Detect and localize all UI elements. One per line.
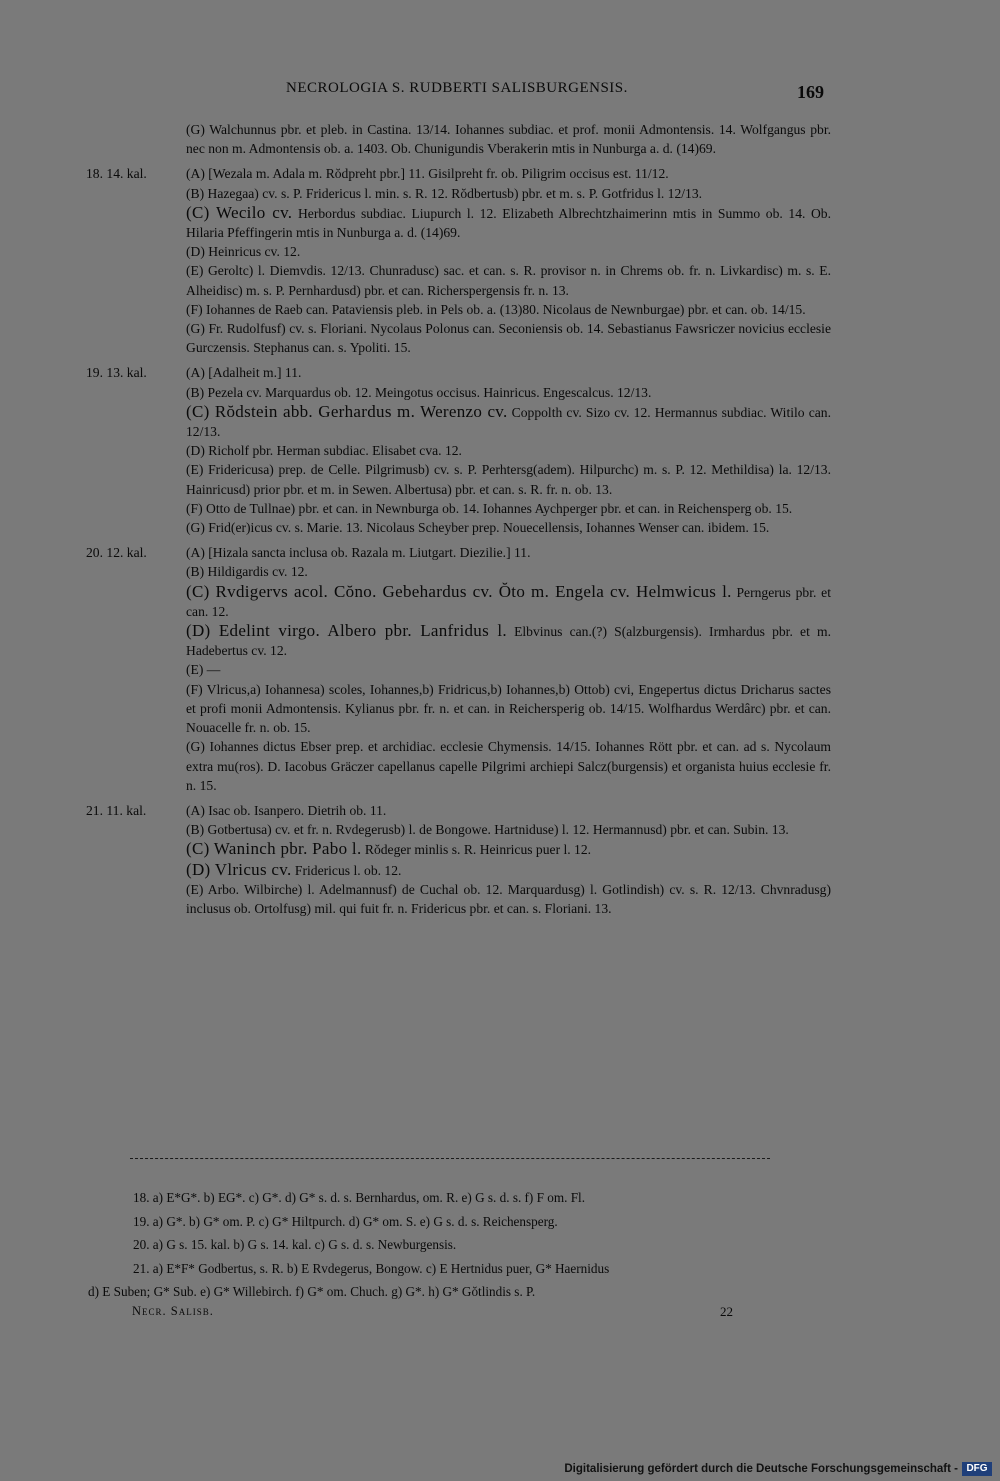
entry-paragraph	[186, 621, 831, 660]
entry-emphasis: (C) Rŏdstein abb. Gerhardus m. Werenzo cv.	[186, 401, 508, 421]
entry-paragraph	[186, 737, 831, 795]
entry-emphasis: (C) Wecilo cv.	[186, 202, 293, 222]
entry-paragraph	[186, 680, 831, 738]
entry-paragraph	[186, 820, 831, 839]
footnote-line: 21. a) E*F* Godbertus, s. R. b) E Rvdegerus, Bongow. c) E Hertnidus puer, G* Haernidus	[133, 1260, 610, 1276]
entry-emphasis: (D) Vlricus cv.	[186, 859, 292, 879]
signature-mark: Necr. Salisb.	[132, 1304, 214, 1318]
entry-text: (B) Pezela cv. Marquardus ob. 12. Meingotus occisus. Hainricus. Engescalcus. 12/13.	[186, 384, 652, 400]
entry-text: (E) Arbo. Wilbirche) l. Adelmannusf) de Cuchal ob. 12. Marquardusg) l. Gotlindish) cv. s. R. 12/13. Chvnradusg) inclusus ob. Ortolfusg) mil. qui fuit fr. n. Fridericus pbr. et can. s. Floriani. 13.	[186, 881, 831, 916]
entry-emphasis: (D) Edelint virgo. Albero pbr. Lanfridus l.	[186, 621, 507, 641]
entry-paragraph	[186, 300, 831, 319]
entry-paragraph	[186, 203, 831, 242]
entry-paragraph	[186, 460, 831, 498]
entry-text: (A) [Wezala m. Adala m. Rŏdpreht pbr.] 11. Gisilpreht fr. ob. Piligrim occisus est. 11/12.	[186, 166, 669, 182]
entry-text: (F) Vlricus,a) Iohannesa) scoles, Iohannes,b) Fridricus,b) Iohannes,b) Ottob) cvi, Engepertus dictus Dricharus sactes et profi monii Admontensis. Kylianus pbr. fr. n. et can. in Reichersperig ob. 14/15. Wolfhardus Werdârc) pbr. et can. Nouacelle fr. n. ob. 15.	[186, 681, 831, 736]
entry-text: (B) Hildigardis cv. 12.	[186, 564, 308, 580]
entry-text: Fridericus l. ob. 12.	[291, 862, 402, 878]
entry-paragraph	[186, 402, 831, 441]
entry-text: (G) Fr. Rudolfusf) cv. s. Floriani. Nycolaus Polonus can. Seconiensis ob. 14. Sebastianus Fawsriczer novicius ecclesie Gurczensis. Stephanus can. s. Ypoliti. 15.	[186, 321, 831, 356]
entry-text: Coppolth cv. Sizo cv. 12. Hermannus subdiac. Witilo can. 12/13.	[186, 404, 831, 440]
entry-paragraph	[186, 261, 831, 299]
entry-paragraph	[186, 582, 831, 621]
entry-text: (E) Fridericusa) prep. de Celle. Pilgrimusb) cv. s. P. Perhtersg(adem). Hilpurchc) m. s. P. 12. Methildisa) la. 12/13. Hainricusd) prior pbr. et m. in Sewen. Albertusa) pbr. et can. s. R. fr. n. ob. 13.	[186, 462, 831, 497]
entry-paragraph	[186, 562, 831, 581]
entry-text: (A) [Adalheit m.] 11.	[186, 365, 302, 381]
entry-paragraph	[186, 518, 831, 537]
entry-text: (E) —	[186, 662, 221, 678]
entry-text: (F) Otto de Tullnae) pbr. et can. in Newnburga ob. 14. Iohannes Aychperger pbr. et can. in Reichensperg ob. 15.	[186, 500, 793, 516]
date-label: 18. 14. kal.	[86, 166, 147, 182]
dfg-credit: Digitalisierung gefördert durch die Deutsche Forschungsgemeinschaft -	[564, 1463, 958, 1475]
entry-paragraph	[186, 383, 831, 402]
entry-paragraph	[186, 839, 831, 859]
entry-text: (G) Frid(er)icus cv. s. Marie. 13. Nicolaus Scheyber prep. Nouecellensis, Iohannes Wenser can. ibidem. 15.	[186, 520, 770, 536]
entry-text: Perngerus pbr. et can. 12.	[186, 584, 831, 619]
entry-emphasis: (C) Waninch pbr. Pabo l.	[186, 839, 362, 859]
entry-text: (E) Geroltc) l. Diemvdis. 12/13. Chunradusc) sac. et can. s. R. provisor n. in Chrems ob. fr. n. Livkardisc) m. s. E. Alheidisc) m. s. P. Pernhardusd) pbr. et can. Richerspergensis fr. n. 13.	[186, 263, 831, 298]
signature-number: 22	[720, 1304, 733, 1319]
entry-text: (D) Heinricus cv. 12.	[186, 244, 301, 260]
entry-paragraph	[186, 499, 831, 518]
footnotes	[88, 1186, 833, 1304]
entry-paragraph	[186, 242, 831, 261]
footnote-line: 19. a) G*. b) G* om. P. c) G* Hiltpurch. d) G* om. S. e) G s. d. s. Reichensperg.	[133, 1213, 558, 1229]
entry-text: (A) Isac ob. Isanpero. Dietrih ob. 11.	[186, 802, 387, 818]
entry-text: (F) Iohannes de Raeb can. Pataviensis pleb. in Pels ob. a. (13)80. Nicolaus de Newnburgae) pbr. et can. ob. 14/15.	[186, 301, 806, 317]
entry-paragraph	[186, 184, 831, 203]
date-label: 20. 12. kal.	[86, 545, 147, 561]
entry-paragraph	[186, 441, 831, 460]
footnote-line: d) E Suben; G* Sub. e) G* Willebirch. f) G* om. Chuch. g) G*. h) G* Gŏtlindis s. P.	[88, 1284, 536, 1300]
running-header: NECROLOGIA S. RUDBERTI SALISBURGENSIS.	[286, 80, 628, 96]
dfg-logo: DFG	[962, 1462, 992, 1476]
date-label: 19. 13. kal.	[86, 365, 147, 381]
necrology-body	[86, 120, 831, 918]
entry-paragraph	[86, 543, 831, 562]
entry-text: (G) Walchunnus pbr. et pleb. in Castina. 13/14. Iohannes subdiac. et prof. monii Admontensis. 14. Wolfgangus pbr. nec non m. Admontensis ob. a. 1403. Ob. Chunigundis Vberakerin mtis in Nunburga a. d. (14)69.	[186, 122, 831, 157]
entry-text: (D) Richolf pbr. Herman subdiac. Elisabet cva. 12.	[186, 443, 462, 459]
entry-text: (B) Hazegaa) cv. s. P. Fridericus l. min. s. R. 12. Rŏdbertusb) pbr. et m. s. P. Gotfridus l. 12/13.	[186, 185, 703, 201]
entry-paragraph	[186, 860, 831, 880]
entry-paragraph	[186, 880, 831, 918]
footnote-line: 18. a) E*G*. b) EG*. c) G*. d) G* s. d. s. Bernhardus, om. R. e) G s. d. s. f) F om. Fl.	[133, 1190, 585, 1205]
entry-text: Rŏdeger minlis s. R. Heinricus puer l. 12.	[361, 842, 592, 858]
entry-text: Herbordus subdiac. Liupurch l. 12. Elizabeth Albrechtzhaimerinn mtis in Summo ob. 14. Ob. Hilaria Pfeffingerin mtis in Nunburga a. d. (14)69.	[186, 205, 831, 241]
entry-emphasis: (C) Rvdigervs acol. Cŏno. Gebehardus cv. Ŏto m. Engela cv. Helmwicus l.	[186, 581, 732, 601]
entry-paragraph	[86, 164, 831, 183]
footnote-line: 20. a) G s. 15. kal. b) G s. 14. kal. c) G s. d. s. Newburgensis.	[133, 1237, 457, 1253]
entry-paragraph	[86, 801, 831, 820]
entry-paragraph	[186, 120, 831, 158]
footnote-divider	[130, 1158, 770, 1159]
entry-paragraph	[186, 319, 831, 357]
entry-text: (G) Iohannes dictus Ebser prep. et archidiac. ecclesie Chymensis. 14/15. Iohannes Rött pbr. et can. ad s. Nycolaum extra mu(ros). D. Iacobus Gräczer capellanus capelle Pilgrimi archiepi Salcz(burgensis) et organista huius ecclesie fr. n. 15.	[186, 739, 831, 793]
entry-text: (A) [Hizala sancta inclusa ob. Razala m. Liutgart. Diezilie.] 11.	[186, 545, 531, 561]
date-label: 21. 11. kal.	[86, 802, 147, 818]
entry-text: (B) Gotbertusa) cv. et fr. n. Rvdegerusb) l. de Bongowe. Hartniduse) l. 12. Hermannusd) pbr. et can. Subin. 13.	[186, 822, 789, 838]
entry-text: Elbvinus can.(?) S(alzburgensis). Irmhardus pbr. et m. Hadebertus cv. 12.	[186, 624, 831, 659]
entry-paragraph	[186, 660, 831, 679]
entry-paragraph	[86, 363, 831, 382]
page-number: 169	[797, 82, 824, 102]
